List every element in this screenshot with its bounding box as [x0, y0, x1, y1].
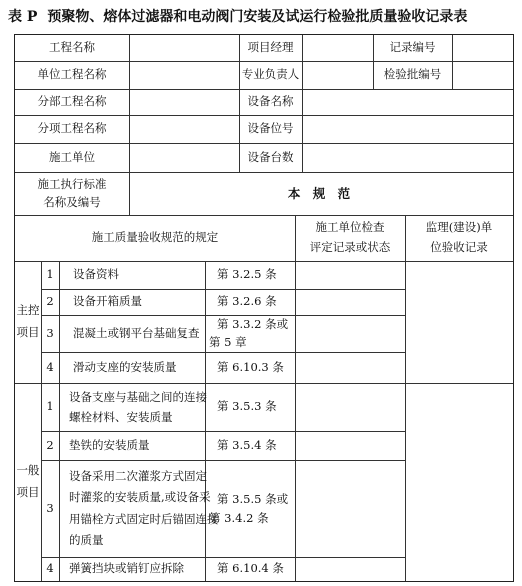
item-number: 2 — [46, 437, 54, 452]
label-batch-no: 检验批编号 — [383, 67, 442, 82]
label-unit-project: 单位工程名称 — [37, 67, 107, 82]
group-label-main-line1: 主控 — [16, 303, 40, 318]
column-header-check-line1: 施工单位检查 — [315, 220, 385, 235]
group-label-general-line2: 项目 — [16, 485, 40, 499]
form-title-text: 预聚物、熔体过滤器和电动阀门安装及试运行检验批质量验收记录表 — [47, 9, 468, 25]
group-label-main-line2: 项目 — [16, 325, 40, 339]
group-label-general — [15, 383, 41, 581]
item-requirement: 混凝土或钢平台基础复查 — [73, 325, 200, 340]
column-header-supervision-line1: 监理(建设)单 — [425, 220, 493, 235]
label-professional-lead: 专业负责人 — [241, 67, 300, 82]
item-clause-line2: 第 3.4.2 条 — [209, 510, 269, 525]
group-label-main-control — [15, 261, 41, 383]
value-project-name[interactable] — [129, 35, 239, 61]
item-number: 3 — [46, 500, 54, 515]
supervision-record-area[interactable] — [406, 262, 512, 580]
item-number: 2 — [46, 294, 54, 309]
item-requirement-line1: 设备采用二次灌浆方式固定 — [69, 468, 207, 483]
item-number: 3 — [46, 325, 54, 340]
form-title — [8, 6, 518, 30]
item-requirement — [59, 383, 205, 431]
item-clause — [205, 315, 295, 352]
item-requirement-line4: 的质量 — [69, 532, 104, 547]
item-clause: 第 6.10.3 条 — [217, 359, 284, 374]
column-header-check — [295, 215, 405, 261]
label-standard-line2: 名称及编号 — [43, 194, 101, 209]
label-sub-item: 分项工程名称 — [37, 121, 107, 136]
item-number: 1 — [46, 267, 54, 282]
form-title-tag: 表 P — [8, 9, 38, 25]
item-number: 1 — [46, 399, 54, 414]
item-clause: 第 6.10.4 条 — [217, 561, 284, 576]
item-requirement-line2: 螺栓材料、安装质量 — [69, 410, 173, 424]
item-clause-line2: 第 5 章 — [209, 334, 247, 349]
item-number: 4 — [46, 561, 54, 576]
item-requirement: 设备资料 — [73, 267, 119, 282]
column-header-supervision-line2: 位验收记录 — [430, 240, 488, 254]
item-requirement — [59, 460, 219, 557]
column-header-spec: 施工质量验收规范的规定 — [91, 230, 219, 245]
item-requirement-line3: 用锚栓方式固定时后锚固连接 — [69, 511, 219, 526]
label-sub-division: 分部工程名称 — [37, 94, 107, 109]
item-clause: 第 3.2.6 条 — [217, 294, 277, 309]
label-equipment-position: 设备位号 — [247, 121, 294, 136]
item-number: 4 — [46, 359, 54, 374]
label-standard — [15, 172, 129, 215]
label-equipment-count: 设备台数 — [247, 149, 294, 164]
item-requirement: 设备开箱质量 — [73, 294, 142, 309]
item-clause — [205, 460, 295, 557]
label-standard-line1: 施工执行标准 — [37, 176, 107, 191]
group-label-general-line1: 一般 — [16, 463, 40, 478]
column-header-check-line2: 评定记录或状态 — [309, 240, 391, 254]
item-requirement-line2: 时灌浆的安装质量,或设备采 — [69, 490, 211, 505]
value-project-manager[interactable] — [302, 35, 373, 61]
item-requirement: 滑动支座的安装质量 — [73, 359, 177, 374]
label-record-no: 记录编号 — [389, 40, 436, 55]
item-clause: 第 3.5.3 条 — [217, 399, 277, 414]
check-record-area[interactable] — [296, 262, 404, 580]
label-construction-unit: 施工单位 — [49, 149, 95, 164]
label-project-name: 工程名称 — [49, 40, 95, 55]
item-clause-line1: 第 3.3.2 条或 — [217, 317, 289, 332]
inspection-record-form — [14, 34, 514, 582]
item-requirement: 垫铁的安装质量 — [69, 437, 150, 452]
item-requirement: 弹簧挡块或销钉应拆除 — [69, 561, 184, 576]
value-standard: 本 规 范 — [287, 185, 355, 201]
item-requirement-line1: 设备支座与基础之间的连接 — [69, 389, 207, 404]
item-clause: 第 3.5.4 条 — [217, 437, 277, 452]
column-header-supervision — [405, 215, 513, 261]
label-equipment-name: 设备名称 — [247, 94, 294, 109]
item-clause-line1: 第 3.5.5 条或 — [217, 492, 289, 507]
item-clause: 第 3.2.5 条 — [217, 267, 277, 282]
value-record-no[interactable] — [452, 35, 513, 61]
label-project-manager: 项目经理 — [247, 40, 294, 55]
